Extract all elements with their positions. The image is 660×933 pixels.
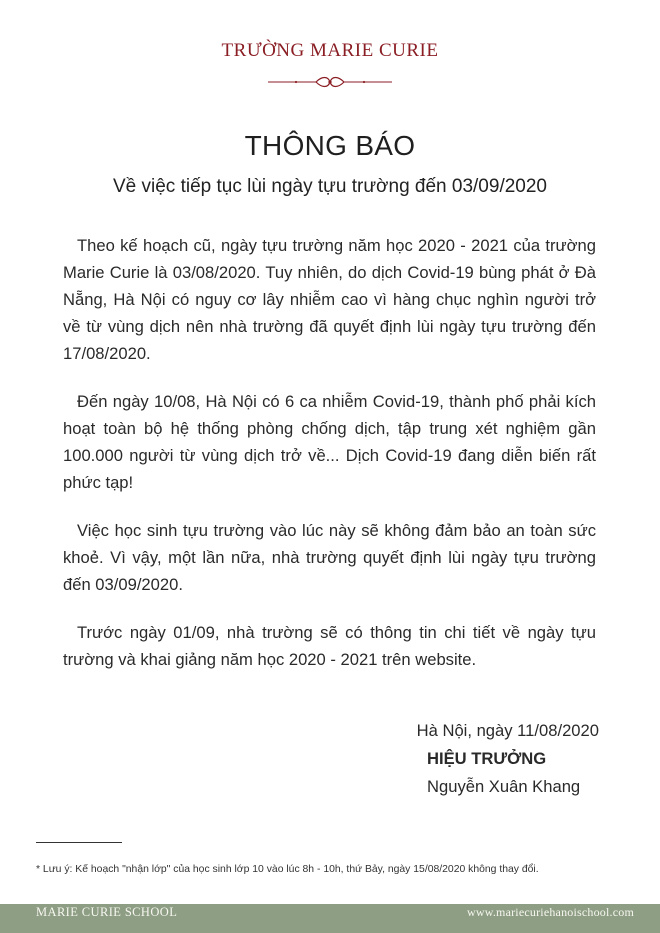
footnote: * Lưu ý: Kế hoạch "nhận lớp" của học sinh lớp 10 vào lúc 8h - 10h, thứ Bảy, ngày 15/08/2020 không thay đổi. (36, 864, 539, 875)
paragraph: Việc học sinh tựu trường vào lúc này sẽ không đảm bảo an toàn sức khoẻ. Vì vậy, một lần nữa, nhà trường quyết định lùi ngày tựu trường đến 03/09/2020. (63, 521, 596, 594)
footer-bar (0, 904, 660, 933)
signature-place-date: Hà Nội, ngày 11/08/2020 (416, 721, 599, 740)
paragraph: Theo kế hoạch cũ, ngày tựu trường năm học 2020 - 2021 của trường Marie Curie là 03/08/2020. Tuy nhiên, do dịch Covid-19 bùng phát ở Đà Nẵng, Hà Nội có nguy cơ lây nhiễm cao vì hàng chục nghìn người trở về từ vùng dịch nên nhà trường đã quyết định lùi ngày tựu trường đến 17/08/2020. (63, 236, 596, 363)
signature-name: Nguyễn Xuân Khang (427, 777, 581, 796)
footer-website: www.mariecuriehanoischool.com (467, 905, 634, 919)
paragraph: Đến ngày 10/08, Hà Nội có 6 ca nhiễm Covid-19, thành phố phải kích hoạt toàn bộ hệ thống phòng chống dịch, tập trung xét nghiệm gần 100.000 người từ vùng dịch trở về... Dịch Covid-19 đang diễn biến rất phức tạp! (63, 392, 596, 492)
notice-title: THÔNG BÁO (244, 130, 416, 161)
paragraph: Trước ngày 01/09, nhà trường sẽ có thông tin chi tiết về ngày tựu trường và khai giảng năm học 2020 - 2021 trên website. (63, 623, 596, 669)
footnote-divider (36, 842, 122, 843)
notice-body (63, 232, 596, 694)
scroll-flourish-icon (266, 74, 394, 90)
school-name: TRƯỜNG MARIE CURIE (221, 40, 439, 61)
notice-subtitle: Về việc tiếp tục lùi ngày tựu trường đến 03/09/2020 (112, 176, 547, 197)
footer-school-name: MARIE CURIE SCHOOL (36, 905, 178, 919)
signature-role: HIỆU TRƯỞNG (427, 749, 547, 768)
